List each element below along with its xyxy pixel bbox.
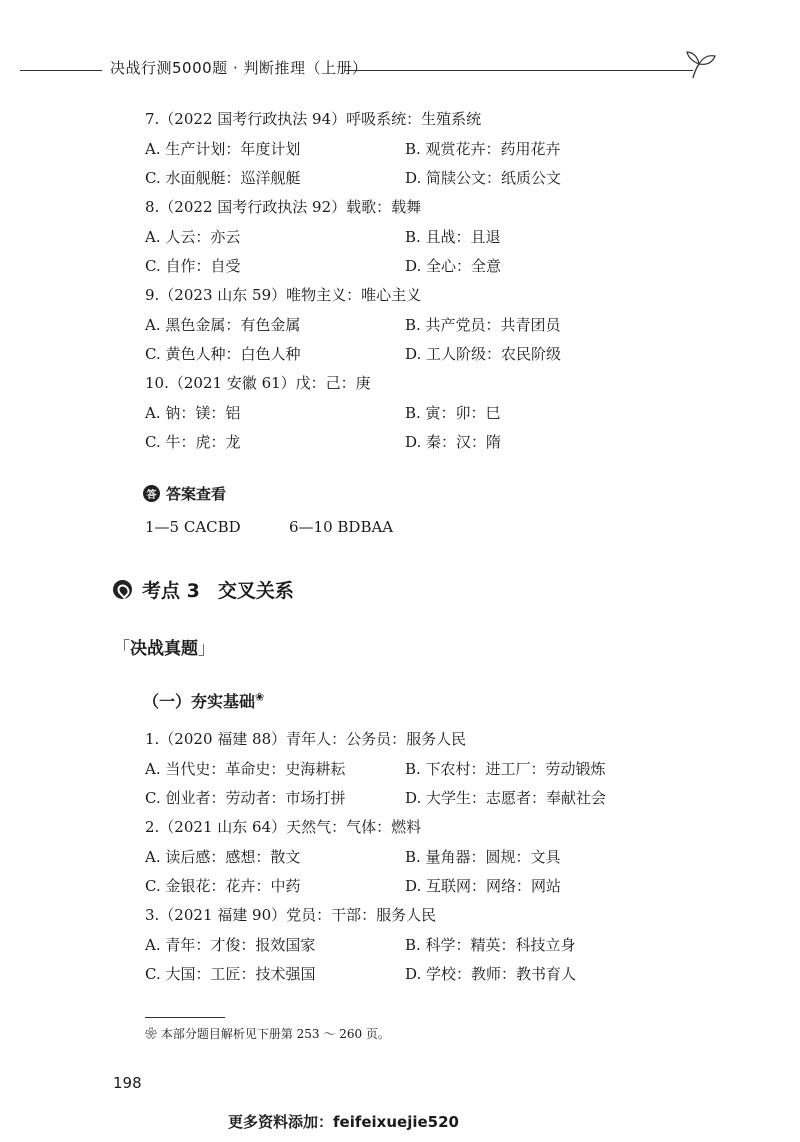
option-a: A. 人云：亦云 — [145, 228, 241, 246]
footnote-rule — [145, 1017, 225, 1018]
option-b: B. 科学：精英：科技立身 — [405, 936, 576, 954]
question-stem: 2.（2021 山东 64）天然气：气体：燃料 — [145, 818, 422, 836]
option-d: D. 学校：教师：教书育人 — [405, 965, 577, 983]
section-label: 考点 3 — [142, 580, 200, 602]
page-number: 198 — [113, 1074, 142, 1092]
subheading — [113, 634, 215, 659]
option-c: C. 自作：自受 — [145, 257, 241, 275]
flower-icon: ❀ — [145, 1027, 158, 1041]
answer-key-2: 6—10 BDBAA — [289, 518, 394, 536]
option-c: C. 金银花：花卉：中药 — [145, 877, 301, 895]
question-stem: 7.（2022 国考行政执法 94）呼吸系统：生殖系统 — [145, 110, 482, 128]
header-rule-left — [20, 70, 102, 71]
option-a: A. 青年：才俊：报效国家 — [145, 936, 316, 954]
section-title: 交叉关系 — [217, 580, 294, 602]
footnote — [145, 1025, 390, 1042]
option-b: B. 观赏花卉：药用花卉 — [405, 140, 561, 158]
question-stem: 1.（2020 福建 88）青年人：公务员：服务人民 — [145, 730, 467, 748]
option-a: A. 钠：镁：铝 — [145, 404, 241, 422]
level-text: （一）夯实基础 — [143, 692, 256, 711]
pin-icon — [113, 580, 132, 599]
subheading-text: 决战真题 — [130, 639, 198, 659]
option-b: B. 且战：且退 — [405, 228, 501, 246]
flower-icon: ❀ — [255, 690, 265, 704]
option-d: D. 秦：汉：隋 — [405, 433, 502, 451]
option-b: B. 寅：卯：巳 — [405, 404, 501, 422]
option-a: A. 生产计划：年度计划 — [145, 140, 301, 158]
question-stem: 3.（2021 福建 90）党员：干部：服务人民 — [145, 906, 437, 924]
option-d: D. 简牍公文：纸质公文 — [405, 169, 562, 187]
option-b: B. 量角器：圆规：文具 — [405, 848, 561, 866]
level-heading — [143, 689, 264, 712]
answer-heading-text: 答案查看 — [166, 485, 227, 503]
option-c: C. 大国：工匠：技术强国 — [145, 965, 316, 983]
sprout-icon — [683, 48, 717, 82]
option-c: C. 黄色人种：白色人种 — [145, 345, 301, 363]
footnote-text: 本部分题目解析见下册第 253 ～ 260 页。 — [160, 1027, 390, 1041]
bracket-close: 」 — [198, 639, 215, 659]
question-stem: 9.（2023 山东 59）唯物主义：唯心主义 — [145, 286, 422, 304]
option-c: C. 创业者：劳动者：市场打拼 — [145, 789, 346, 807]
question-stem: 10.（2021 安徽 61）戊：己：庚 — [145, 374, 371, 392]
bracket-open: 「 — [113, 639, 130, 659]
option-c: C. 牛：虎：龙 — [145, 433, 241, 451]
question-stem: 8.（2022 国考行政执法 92）载歌：载舞 — [145, 198, 422, 216]
book-title: 决战行测5000题 · 判断推理（上册） — [110, 59, 368, 77]
running-header — [0, 48, 800, 88]
option-a: A. 黑色金属：有色金属 — [145, 316, 301, 334]
header-rule-right — [345, 70, 693, 71]
option-d: D. 互联网：网络：网站 — [405, 877, 562, 895]
option-b: B. 共产党员：共青团员 — [405, 316, 561, 334]
option-a: A. 读后感：感想：散文 — [145, 848, 301, 866]
section-heading — [113, 576, 294, 603]
option-b: B. 下农村：进工厂：劳动锻炼 — [405, 760, 606, 778]
answer-key-1: 1—5 CACBD — [145, 518, 241, 536]
answer-heading — [143, 483, 226, 504]
answer-icon: 答 — [143, 485, 160, 502]
option-d: D. 大学生：志愿者：奉献社会 — [405, 789, 607, 807]
option-d: D. 工人阶级：农民阶级 — [405, 345, 562, 363]
option-a: A. 当代史：革命史：史海耕耘 — [145, 760, 346, 778]
option-c: C. 水面舰艇：巡洋舰艇 — [145, 169, 301, 187]
watermark-text: 更多资料添加：feifeixuejie520 — [228, 1113, 459, 1131]
option-d: D. 全心：全意 — [405, 257, 502, 275]
